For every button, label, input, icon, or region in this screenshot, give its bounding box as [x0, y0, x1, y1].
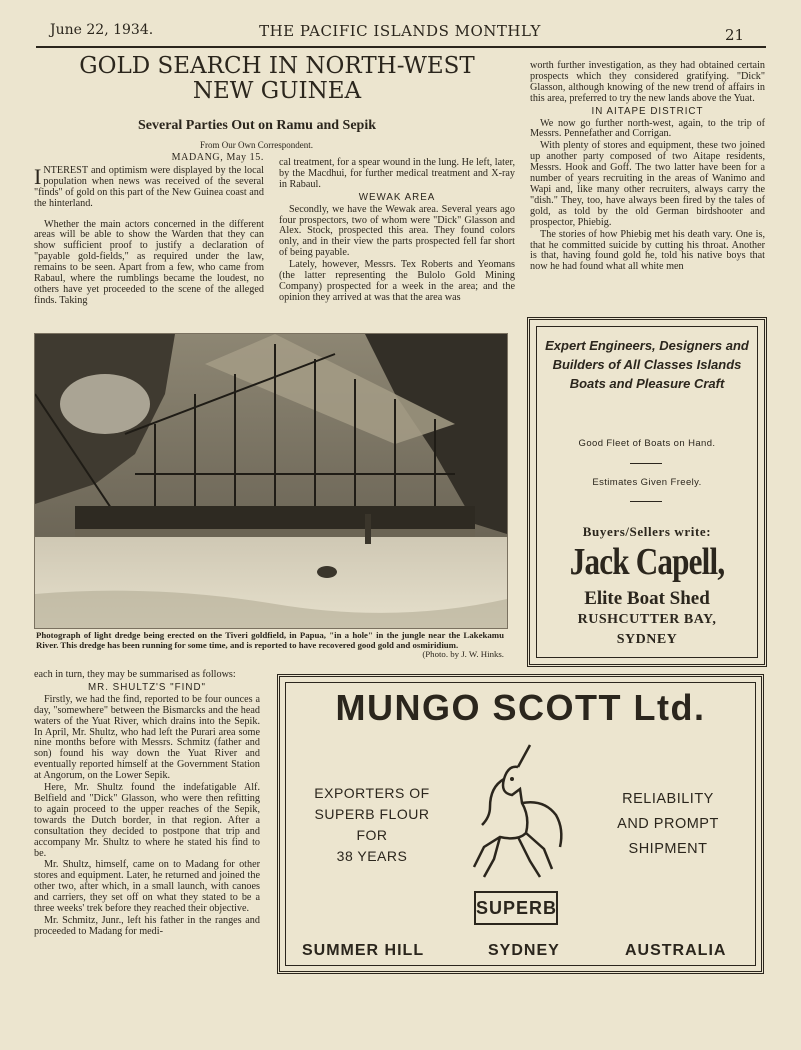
ad-boat-address: RUSHCUTTER BAY, [577, 612, 717, 627]
article-column-3 [530, 61, 765, 274]
dateline: MADANG, May 15. [171, 152, 264, 163]
unicorn-emblem-icon [460, 737, 570, 887]
paragraph: Firstly, we had the find, reported to be four ounces a day, "somewhere" between the Bismarcks and the head waters of the Yuat River, which drains into the Sepik. In April, Mr. Shultz, who had left the Purari area some nine months before with Messrs. Schmitz (father and son) found his way down the Yuat River and eventually reported himself at the Government Station at Angorum, on the Lower Sepik. [34, 693, 260, 782]
paragraph: Whether the main actors concerned in the different areas will be able to show the Warden that they can show sufficient proof to justify a declaration of "payable gold-fields," as required under the law, remains to be seen. Apart from a few, who came from Rabaul, where the rumblings became the loudest, no others have yet proceeded to the scene of the alleged finds. Taking [34, 218, 264, 306]
ad-mungo-left-text: EXPORTERS OF SUPERB FLOUR FOR 38 YEARS [314, 785, 430, 864]
article-column-1 [34, 153, 264, 308]
lead-paragraph: INTEREST and optimism were displayed by the local population when news was received of the several "finds" of gold on this part of the New Guinea coast and the hinterland. [34, 163, 264, 209]
boat-builder-advertisement [527, 317, 767, 667]
ad-mungo-foot-mid: SYDNEY [488, 942, 560, 959]
mungo-scott-advertisement [277, 674, 764, 974]
ad-boat-estimates-line: Estimates Given Freely. [592, 477, 702, 488]
byline: From Our Own Correspondent. [200, 140, 313, 150]
paragraph: each in turn, they may be summarised as follows: [34, 669, 236, 680]
ad-boat-city: SYDNEY [616, 632, 678, 647]
drop-cap: I [34, 163, 42, 189]
caption-text: Photograph of light dredge being erected on the Tiveri goldfield, in Papua, "in a hole" in the jungle near the Lakekamu River. This dredge has been running for some time, and is reported to have recovered good gold and osmiridium. [36, 630, 504, 650]
paragraph: Secondly, we have the Wewak area. Several years ago four prospectors, two of whom were "Dick" Glasson and Alex. Stock, prospected this area. They found colors only, and in their view the parts prospected fell far short of being payable. [279, 203, 515, 259]
ad-mungo-right-text: RELIABILITY AND PROMPT SHIPMENT [617, 791, 719, 857]
paragraph: The stories of how Phiebig met his death vary. One is, that he committed suicide by cutting his throat. Another is that, having found gold he, told his native boys that now he had found what all white men [530, 228, 765, 273]
issue-date: June 22, 1934. [50, 22, 154, 38]
ad-boat-fleet-line: Good Fleet of Boats on Hand. [578, 438, 716, 449]
ad-mungo-foot-left: SUMMER HILL [302, 942, 425, 959]
photo-credit: (Photo. by J. W. Hinks. [422, 649, 504, 659]
page-number: 21 [725, 26, 745, 44]
publication-title: THE PACIFIC ISLANDS MONTHLY [259, 22, 541, 40]
ad-divider [630, 501, 662, 502]
ad-boat-headline: Expert Engineers, Designers and Builders of All Classes Islands Boats and Pleasure Craft [545, 338, 749, 391]
headline-line-2: NEW GUINEA [192, 78, 362, 104]
paragraph: Here, Mr. Shultz found the indefatigable Alf. Belfield and "Dick" Glasson, who were then refitting to again proceed to the upper reaches of the Sepik, towards the Dutch border, in that region. After a consultation they decided to postpone that trip and accompany Mr. Shultz to where he stated his find to be. [34, 782, 260, 859]
paragraph: worth further investigation, as they had obtained certain prospects which they considered gratifying. "Dick" Glasson, although knowing of the new trend of affairs in this area, preferred to try the new lands above the Yuat. [530, 60, 765, 104]
paragraph: Lately, however, Messrs. Tex Roberts and Yeomans (the latter representing the Bulolo Gold Mining Company) prospected for a week in the area; and the opinion they arrived at was that the area was [279, 259, 515, 303]
paragraph: We now go further north-west, again, to the trip of Messrs. Pennefather and Corrigan. [530, 117, 765, 140]
ad-boat-name: Jack Capell, [569, 541, 725, 583]
paragraph: cal treatment, for a spear wound in the lung. He left, later, by the Macdhui, for further medical treatment and X-ray in Rabaul. [279, 157, 515, 190]
headline-line-1: GOLD SEARCH IN NORTH-WEST [79, 53, 475, 79]
dredge-photo-image [35, 334, 507, 628]
article-headline [62, 54, 492, 104]
section-heading-aitape: IN AITAPE DISTRICT [591, 105, 704, 117]
ad-boat-buyers-line: Buyers/Sellers write: [582, 524, 712, 539]
article-column-4 [34, 670, 260, 939]
paragraph: Mr. Schmitz, Junr., left his father in the ranges and proceeded to Madang for medi- [34, 914, 260, 937]
paragraph: Mr. Shultz, himself, came on to Madang for other stores and equipment. Later, he returned and joined the other two, after which, in a small launch, with canoes and carriers, they set off on what they stated to be a three weeks' trek before they reached their objective. [34, 859, 260, 915]
ad-mungo-foot-right: AUSTRALIA [625, 942, 727, 959]
paragraph: With plenty of stores and equipment, these two joined up another party composed of two Aitape residents, Messrs. Hook and Goff. The two latter have been for a number of years recruiting in the areas of Wanimo and Wapi and, like many other recruiters, always carry the "dish." They, too, have always been fired by the tales of gold, as told by the old German birdshooter and prospector, Phiebig. [530, 140, 765, 228]
photo-caption [36, 631, 504, 660]
header-rule [36, 46, 766, 48]
article-column-2 [279, 158, 515, 305]
ad-divider [630, 463, 662, 464]
ad-mungo-title: MUNGO SCOTT Ltd. [335, 687, 706, 728]
ad-boat-business: Elite Boat Shed [584, 588, 710, 609]
article-subhead: Several Parties Out on Ramu and Sepik [137, 118, 376, 133]
dredge-photograph [34, 333, 508, 629]
section-heading-shultz: MR. SHULTZ'S "FIND" [88, 681, 206, 693]
section-heading-wewak: WEWAK AREA [358, 191, 436, 203]
superb-brand-badge: SUPERB [474, 891, 558, 925]
